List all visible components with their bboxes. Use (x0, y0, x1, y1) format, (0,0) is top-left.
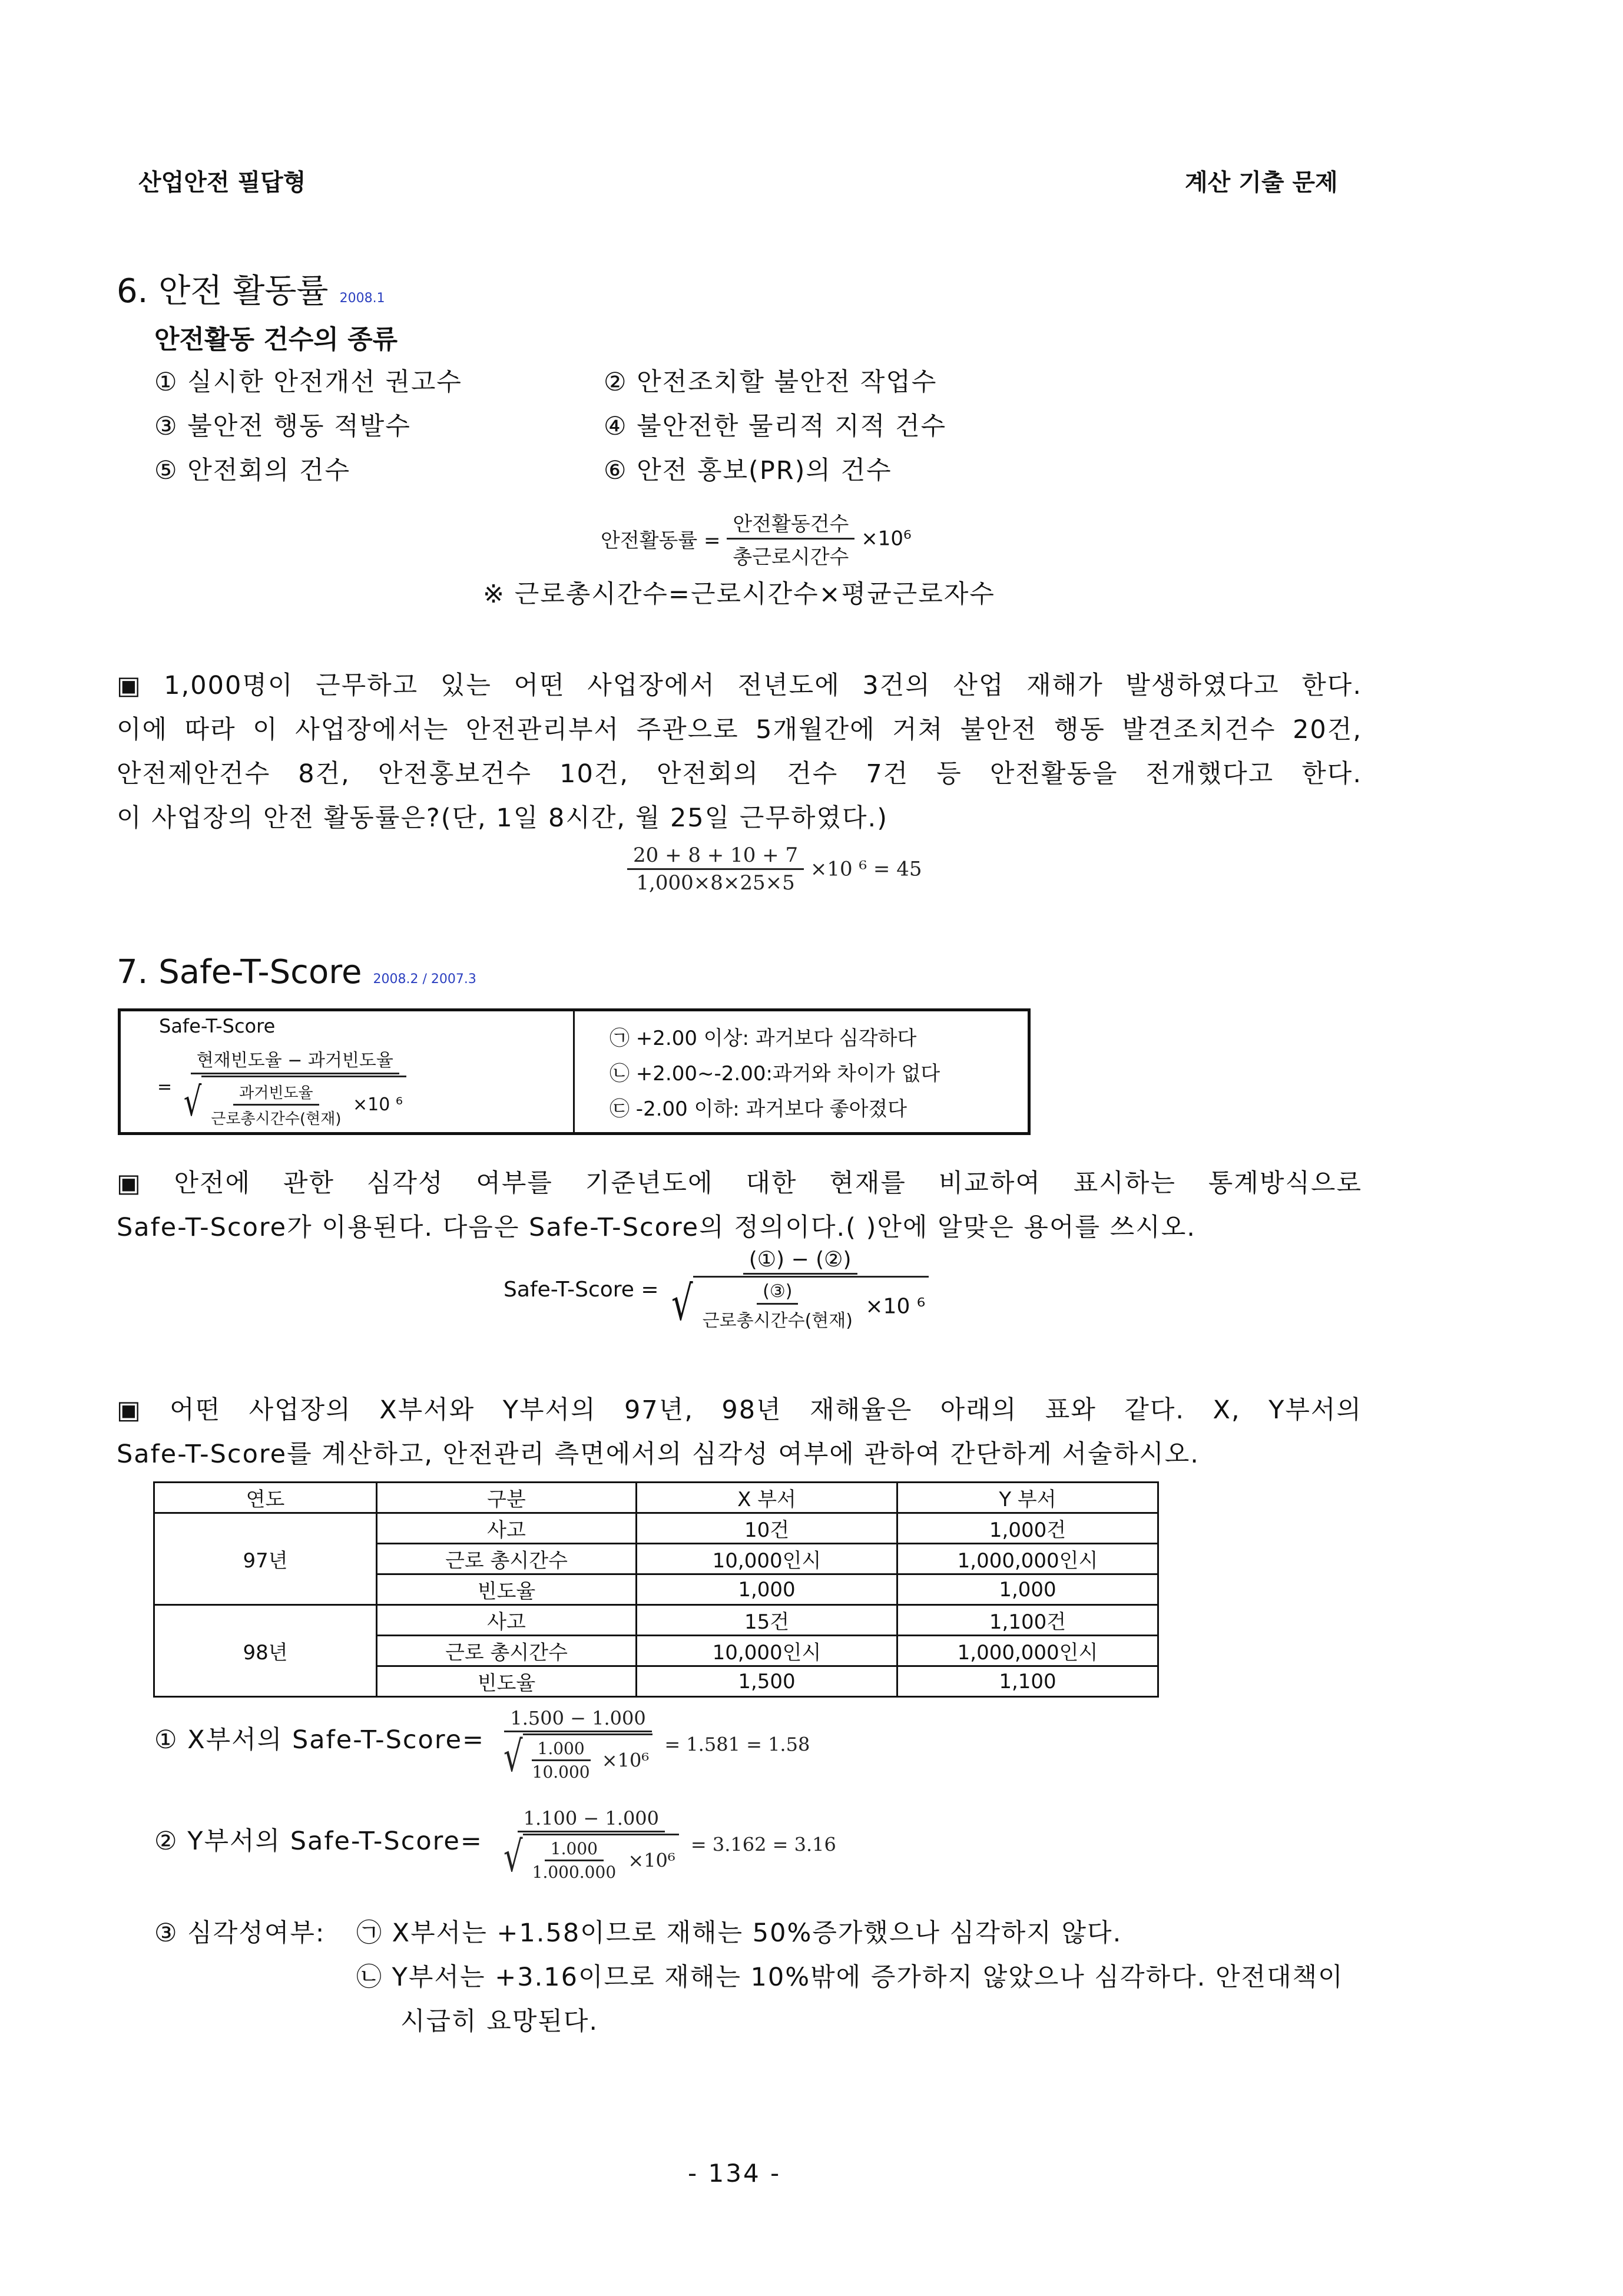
formula-numerator: 안전활동건수 (727, 508, 854, 540)
problem-line: 이 사업장의 안전 활동률은?(단, 1일 8시간, 월 25일 근무하였다.) (117, 803, 888, 833)
sol1-inner-denominator: 10.000 (532, 1762, 590, 1782)
table-header: 구분 (377, 1483, 637, 1513)
table-cell: 1,000건 (897, 1513, 1158, 1544)
solution-3-label: ③ 심각성여부: (154, 1918, 326, 1948)
table-cell-year: 97년 (154, 1513, 377, 1605)
box-fraction (178, 1046, 412, 1129)
table-row (154, 1513, 1158, 1544)
table-cell: 사고 (377, 1513, 637, 1544)
section7-title: 7. Safe-T-Score (117, 953, 362, 991)
sol1-multiplier: ×10⁶ (601, 1749, 650, 1772)
solution-2-formula (498, 1807, 836, 1882)
list-item: ① 실시한 안전개선 권고수 (154, 368, 462, 397)
table-header: X 부서 (637, 1483, 897, 1513)
solution-3b-cont: 시급히 요망된다. (400, 2007, 599, 2036)
box-numerator: 현재빈도율 − 과거빈도율 (191, 1046, 399, 1074)
table-cell: 근로 총시간수 (377, 1636, 637, 1666)
box-denominator (178, 1074, 412, 1129)
table-cell: 10건 (637, 1513, 897, 1544)
answer-fraction (627, 843, 804, 895)
box-inner-denominator: 근로총시간수(현재) (211, 1110, 342, 1128)
formula-lhs: 안전활동률 = (601, 529, 721, 553)
table-cell: 1,000 (637, 1574, 897, 1605)
solution-2-label: ② Y부서의 Safe-T-Score= (154, 1827, 483, 1856)
box-eq: = (157, 1077, 173, 1097)
sol2-fraction (498, 1807, 685, 1882)
sqrt-icon: √ $\frac{\text{과거빈도율}}{\text{근로총시간수(현재)}}$ ×10 ⁶ (184, 1076, 406, 1129)
safe-t-score-box (118, 1008, 1031, 1135)
q1-lhs: Safe-T-Score = (504, 1278, 659, 1302)
list-item: ④ 불안전한 물리적 지적 건수 (604, 412, 947, 441)
box-label: Safe-T-Score (159, 1015, 276, 1037)
box-inner-numerator: 과거빈도율 (233, 1081, 319, 1106)
sqrt-icon: √ $\frac{\text{(③)}}{\text{근로총시간수(현재)}}$ ×10 ⁶ (671, 1276, 929, 1332)
solution-1-label: ① X부서의 Safe-T-Score= (154, 1725, 485, 1755)
q1-formula (504, 1248, 935, 1332)
criteria-item: ㉡ +2.00~-2.00:과거와 차이가 없다 (610, 1062, 940, 1086)
question-line: Safe-T-Score가 이용된다. 다음은 Safe-T-Score의 정의이다.( )안에 알맞은 용어를 쓰시오. (117, 1213, 1196, 1242)
section7-tag: 2008.2 / 2007.3 (373, 972, 476, 987)
question-line: ▣ 어떤 사업장의 X부서와 Y부서의 97년, 98년 재해율은 아래의 표와 같다. X, Y부서의 (117, 1395, 1362, 1425)
box-divider (573, 1011, 575, 1132)
q1-inner-denominator: 근로총시간수(현재) (702, 1311, 853, 1331)
table-cell: 1,000 (897, 1574, 1158, 1605)
sol2-multiplier: ×10⁶ (628, 1849, 675, 1872)
q1-denominator (665, 1275, 935, 1332)
list-item: ⑤ 안전회의 건수 (154, 456, 351, 485)
sol1-inner-numerator: 1.000 (532, 1739, 591, 1761)
question-line: ▣ 안전에 관한 심각성 여부를 기준년도에 대한 현재를 비교하여 표시하는 통계방식으로 (117, 1169, 1362, 1198)
table-cell: 1,000,000인시 (897, 1636, 1158, 1666)
table-header-row (154, 1483, 1158, 1513)
table-cell: 1,500 (637, 1666, 897, 1697)
section6-tag: 2008.1 (339, 291, 385, 306)
sol2-numerator: 1.100 − 1.000 (518, 1807, 665, 1832)
table-cell: 1,100건 (897, 1605, 1158, 1636)
answer-result: ×10 ⁶ = 45 (810, 857, 922, 881)
section6-title: 6. 안전 활동률 (117, 272, 329, 310)
table-cell: 15건 (637, 1605, 897, 1636)
solution-3a: ㉠ X부서는 +1.58이므로 재해는 50%증가했으나 심각하지 않다. (356, 1918, 1122, 1948)
problem-line: 안전제안건수 8건, 안전홍보건수 10건, 안전회의 건수 7건 등 안전활동을 전개했다고 한다. (117, 759, 1362, 789)
q1-multiplier: ×10 ⁶ (865, 1294, 926, 1319)
page-number: - 134 - (688, 2159, 781, 2188)
solution-1-formula (498, 1707, 810, 1782)
problem-line: ▣ 1,000명이 근무하고 있는 어떤 사업장에서 전년도에 3건의 산업 재해가 발생하였다고 한다. (117, 671, 1362, 700)
q1-numerator: (①) − (②) (743, 1248, 857, 1275)
sol2-result: = 3.162 = 3.16 (690, 1833, 836, 1856)
sol2-inner-numerator: 1.000 (545, 1839, 604, 1861)
answer-denominator: 1,000×8×25×5 (636, 871, 795, 895)
table-cell: 10,000인시 (637, 1636, 897, 1666)
table-cell: 1,100 (897, 1666, 1158, 1697)
section6-subtitle: 안전활동 건수의 종류 (154, 325, 398, 355)
frequency-table (153, 1481, 1159, 1698)
list-item: ② 안전조치할 불안전 작업수 (604, 368, 938, 397)
sol1-numerator: 1.500 − 1.000 (504, 1707, 651, 1732)
formula-fraction (727, 508, 854, 570)
q1-fraction (665, 1248, 935, 1332)
section6-heading (117, 265, 385, 312)
sqrt-icon: √ $\frac{1.000}{1.000.000}$ ×10⁶ (504, 1834, 679, 1882)
box-multiplier: ×10 ⁶ (353, 1094, 403, 1115)
section7-heading (117, 953, 476, 991)
table-cell: 10,000인시 (637, 1544, 897, 1574)
sol2-denominator (498, 1832, 685, 1882)
formula-denominator: 총근로시간수 (733, 545, 849, 569)
box-formula (157, 1046, 412, 1129)
header-right: 계산 기출 문제 (1185, 169, 1338, 196)
table-cell-year: 98년 (154, 1605, 377, 1697)
header-left: 산업안전 필답형 (138, 169, 306, 196)
table-header: 연도 (154, 1483, 377, 1513)
solution-3b: ㉡ Y부서는 +3.16이므로 재해는 10%밖에 증가하지 않았으나 심각하다. 안전대책이 (356, 1963, 1344, 1992)
criteria-item: ㉢ -2.00 이하: 과거보다 좋아졌다 (610, 1097, 907, 1121)
q1-inner-numerator: (③) (757, 1281, 798, 1305)
table-cell: 빈도율 (377, 1666, 637, 1697)
activity-rate-formula (601, 508, 912, 570)
problem-line: 이에 따라 이 사업장에서는 안전관리부서 주관으로 5개월간에 거쳐 불안전 행동 발견조치건수 20건, (117, 715, 1362, 745)
answer-numerator: 20 + 8 + 10 + 7 (627, 843, 804, 870)
activity-rate-answer (627, 843, 922, 895)
table-cell: 빈도율 (377, 1574, 637, 1605)
table-cell: 근로 총시간수 (377, 1544, 637, 1574)
list-item: ③ 불안전 행동 적발수 (154, 412, 411, 441)
sol1-fraction (498, 1707, 658, 1782)
table-header: Y 부서 (897, 1483, 1158, 1513)
sol2-inner-denominator: 1.000.000 (532, 1862, 617, 1882)
sol1-result: = 1.581 = 1.58 (664, 1733, 810, 1756)
table-cell: 1,000,000인시 (897, 1544, 1158, 1574)
formula-multiplier: ×10⁶ (861, 527, 912, 551)
sol1-denominator (498, 1732, 658, 1782)
table-cell: 사고 (377, 1605, 637, 1636)
sqrt-icon: √ $\frac{1.000}{10.000}$ ×10⁶ (504, 1733, 652, 1782)
formula-note: ※ 근로총시간수=근로시간수×평균근로자수 (483, 580, 995, 609)
table-row (154, 1605, 1158, 1636)
question-line: Safe-T-Score를 계산하고, 안전관리 측면에서의 심각성 여부에 관하여 간단하게 서술하시오. (117, 1440, 1200, 1469)
criteria-item: ㉠ +2.00 이상: 과거보다 심각하다 (610, 1027, 917, 1050)
list-item: ⑥ 안전 홍보(PR)의 건수 (604, 456, 892, 485)
